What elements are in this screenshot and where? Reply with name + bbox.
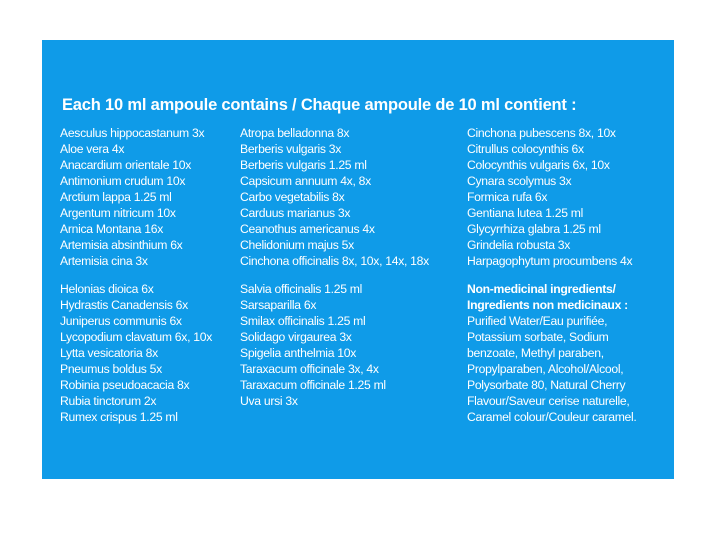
ingredients-panel [42,40,674,479]
ingredient-item: Aesculus hippocastanum 3x [60,126,205,140]
ingredient-item: Capsicum annuum 4x, 8x [240,174,371,188]
ingredient-item: Atropa belladonna 8x [240,126,350,140]
ingredient-item: Juniperus communis 6x [60,314,182,328]
ingredient-item: Grindelia robusta 3x [467,238,571,252]
ingredient-item: Taraxacum officinale 1.25 ml [240,378,386,392]
ingredient-item: Carbo vegetabilis 8x [240,190,345,204]
ingredient-item: Uva ursi 3x [240,394,298,408]
ingredient-item: Cinchona officinalis 8x, 10x, 14x, 18x [240,254,429,268]
ingredient-item: Salvia officinalis 1.25 ml [240,282,363,296]
non-medicinal-text: Polysorbate 80, Natural Cherry [467,378,626,392]
ingredient-item: Robinia pseudoacacia 8x [60,378,190,392]
non-medicinal-text: Purified Water/Eau purifiée, [467,314,608,328]
ingredient-item: Anacardium orientale 10x [60,158,192,172]
ingredient-item: Carduus marianus 3x [240,206,351,220]
ingredient-item: Chelidonium majus 5x [240,238,354,252]
ingredient-item: Cynara scolymus 3x [467,174,572,188]
group-spacer [467,269,637,281]
ingredient-item: Berberis vulgaris 1.25 ml [240,158,367,172]
ingredient-item: Solidago virgaurea 3x [240,330,352,344]
ingredient-item: Berberis vulgaris 3x [240,142,342,156]
ingredient-item: Ceanothus americanus 4x [240,222,375,236]
ingredient-item: Glycyrrhiza glabra 1.25 ml [467,222,601,236]
ingredient-item: Lytta vesicatoria 8x [60,346,158,360]
ingredient-item: Helonias dioica 6x [60,282,154,296]
non-medicinal-text: Potassium sorbate, Sodium [467,330,609,344]
ingredients-heading: Each 10 ml ampoule contains / Chaque ampoule de 10 ml contient : [62,96,577,114]
ingredient-item: Sarsaparilla 6x [240,298,317,312]
ingredient-item: Rumex crispus 1.25 ml [60,410,178,424]
ingredient-item: Rubia tinctorum 2x [60,394,157,408]
ingredient-item: Hydrastis Canadensis 6x [60,298,188,312]
ingredient-item: Colocynthis vulgaris 6x, 10x [467,158,610,172]
ingredient-item: Artemisia absinthium 6x [60,238,183,252]
non-medicinal-text: Flavour/Saveur cerise naturelle, [467,394,630,408]
ingredients-column-1 [60,125,212,425]
ingredients-column-2 [240,125,429,409]
ingredient-item: Artemisia cina 3x [60,254,148,268]
ingredient-item: Gentiana lutea 1.25 ml [467,206,584,220]
non-medicinal-text: benzoate, Methyl paraben, [467,346,604,360]
ingredient-item: Taraxacum officinale 3x, 4x [240,362,379,376]
ingredient-item: Arnica Montana 16x [60,222,163,236]
ingredient-item: Aloe vera 4x [60,142,125,156]
ingredient-item: Formica rufa 6x [467,190,548,204]
non-medicinal-heading: Non-medicinal ingredients/ [467,282,616,296]
group-spacer [60,269,212,281]
group-spacer [240,269,429,281]
ingredient-item: Antimonium crudum 10x [60,174,186,188]
ingredient-item: Cinchona pubescens 8x, 10x [467,126,616,140]
ingredient-item: Pneumus boldus 5x [60,362,162,376]
non-medicinal-text: Caramel colour/Couleur caramel. [467,410,637,424]
non-medicinal-heading: Ingredients non medicinaux : [467,298,628,312]
ingredient-item: Citrullus colocynthis 6x [467,142,584,156]
ingredient-item: Arctium lappa 1.25 ml [60,190,172,204]
ingredient-item: Spigelia anthelmia 10x [240,346,357,360]
ingredients-column-3 [467,125,637,425]
ingredient-item: Harpagophytum procumbens 4x [467,254,633,268]
non-medicinal-text: Propylparaben, Alcohol/Alcool, [467,362,624,376]
ingredient-item: Argentum nitricum 10x [60,206,176,220]
ingredient-item: Lycopodium clavatum 6x, 10x [60,330,212,344]
ingredient-item: Smilax officinalis 1.25 ml [240,314,366,328]
